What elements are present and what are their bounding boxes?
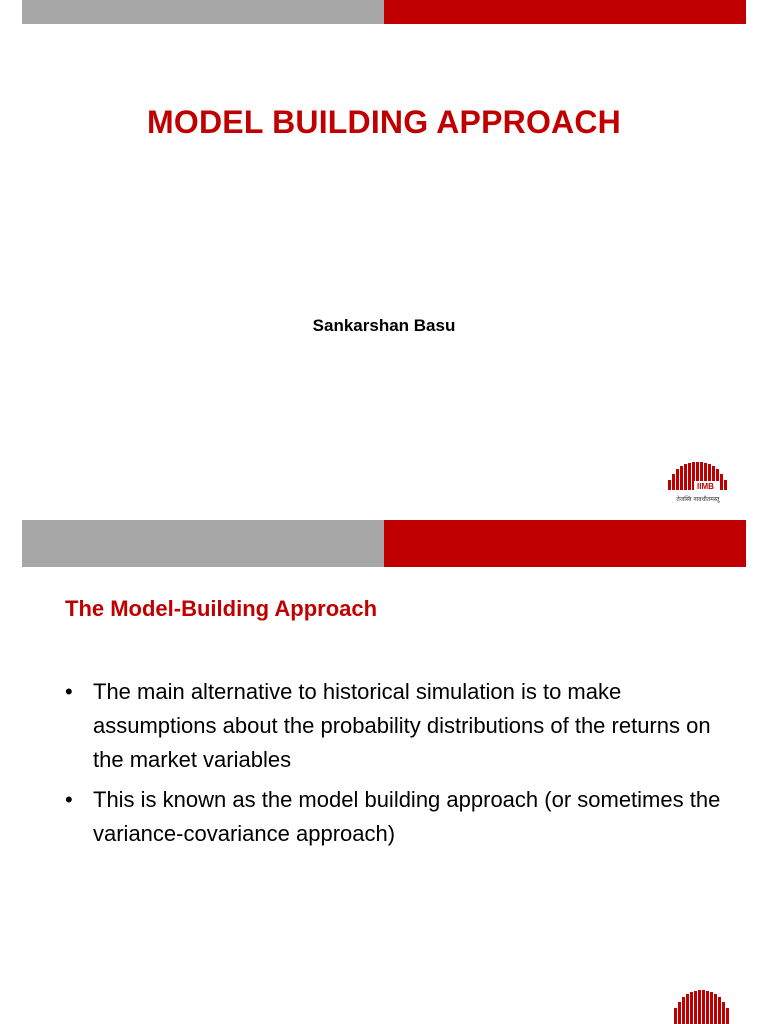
- slide-title: MODEL BUILDING APPROACH: [147, 104, 621, 140]
- top-bar-red: [384, 0, 746, 24]
- bullet-icon: •: [65, 787, 73, 812]
- top-bar-gray: [22, 520, 384, 567]
- bullet-icon: •: [65, 679, 73, 704]
- top-bar: [22, 0, 746, 24]
- iimb-logo-icon: [670, 982, 734, 1024]
- slide-heading: The Model-Building Approach: [65, 596, 378, 621]
- bullet-list: [65, 675, 725, 857]
- bullet-item: [65, 783, 725, 851]
- iimb-logo-icon: [662, 450, 734, 512]
- bullet-text: This is known as the model building approach (or sometimes the variance-covariance approach): [93, 787, 721, 846]
- top-bar: [22, 520, 746, 567]
- title-slide: [22, 0, 746, 518]
- logo-motto: तेजस्वि नावधीतमस्तु: [676, 496, 720, 503]
- top-bar-red: [384, 520, 746, 567]
- content-slide: [22, 520, 746, 1024]
- logo-text: IIMB: [697, 482, 714, 491]
- bullet-text: The main alternative to historical simulation is to make assumptions about the probability distributions of the returns on the market variables: [93, 679, 711, 772]
- author-name: Sankarshan Basu: [312, 316, 456, 335]
- top-bar-gray: [22, 0, 384, 24]
- bullet-item: [65, 675, 725, 777]
